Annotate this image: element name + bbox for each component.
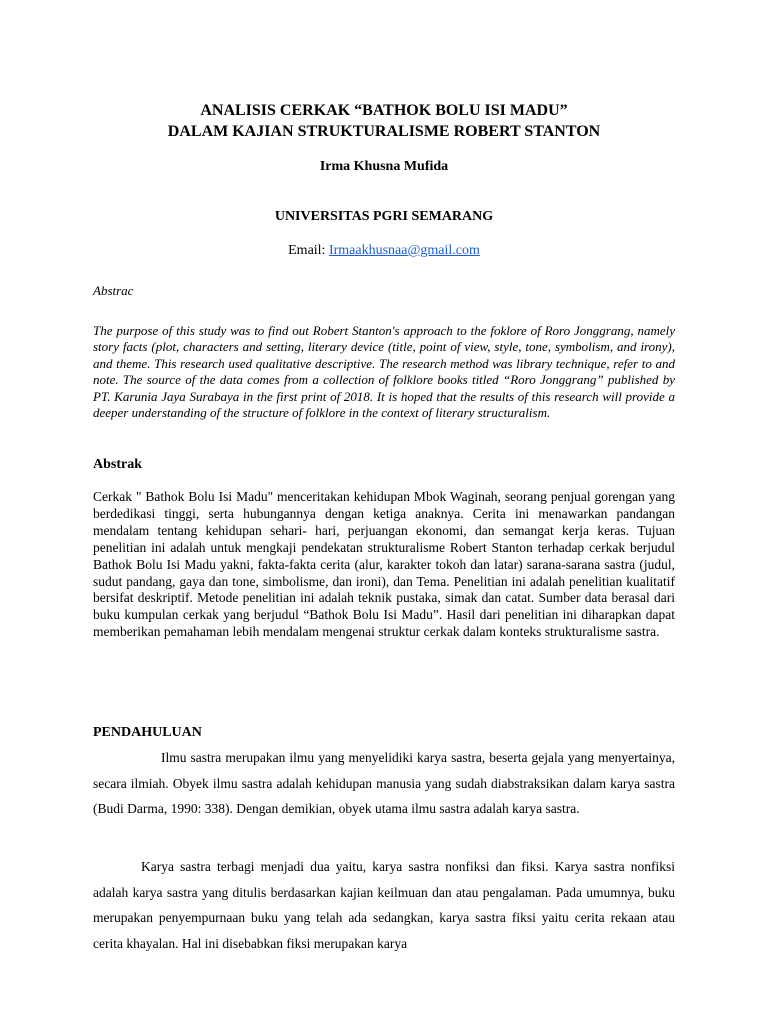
author-name: Irma Khusna Mufida	[319, 159, 449, 174]
intro-paragraph-2: Karya sastra terbagi menjadi dua yaitu, karya sastra nonfiksi dan fiksi. Karya sastra nonfiksi adalah karya sastra yang ditulis berdasarkan kajian keilmuan dan atau pengalaman. Pada umumnya, buku merupakan penyempurnaan buku yang telah ada sedangkan, karya sastra fiksi yaitu cerita rekaan atau cerita khayalan. Hal ini disebabkan fiksi merupakan karya	[93, 859, 675, 951]
affiliation: UNIVERSITAS PGRI SEMARANG	[274, 209, 494, 224]
section-heading-pendahuluan: PENDAHULUAN	[93, 725, 202, 740]
abstract-en-heading: Abstrac	[93, 283, 134, 298]
email-link[interactable]: Irmaakhusnaa@gmail.com	[328, 243, 480, 258]
abstract-id-heading: Abstrak	[93, 457, 143, 472]
title-line-2: DALAM KAJIAN STRUKTURALISME ROBERT STANTON	[167, 123, 601, 140]
abstract-en-text: The purpose of this study was to find out Robert Stanton's approach to the foklore of Roro Jonggrang, namely story facts (plot, characters and setting, literary device (title, point of view, style, tone, symbolism, and irony), and theme. This research used qualitative descriptive. The research method was library technique, refer to and note. The source of the data comes from a collection of folklore books titled “Roro Jonggrang” published by PT. Karunia Jaya Surabaya in the first print of 2018. It is hoped that the results of this research will provide a deeper understanding of the structure of folklore in the context of literary structuralism.	[93, 323, 675, 421]
intro-paragraph-1: Ilmu sastra merupakan ilmu yang menyelidiki karya sastra, beserta gejala yang menyertainya, secara ilmiah. Obyek ilmu sastra adalah kehidupan manusia yang sudah diabstraksikan dalam karya sastra (Budi Darma, 1990: 338). Dengan demikian, obyek utama ilmu sastra adalah karya sastra.	[93, 750, 675, 816]
email-label: Email:	[288, 243, 329, 258]
title-line-1: ANALISIS CERKAK “BATHOK BOLU ISI MADU”	[200, 102, 568, 119]
email-line	[93, 242, 675, 260]
paper-title	[93, 100, 675, 142]
abstract-id-text: Cerkak " Bathok Bolu Isi Madu" menceritakan kehidupan Mbok Waginah, seorang penjual gorengan yang berdedikasi tinggi, serta hubungannya dengan ketiga anaknya. Cerita ini menawarkan pandangan mendalam tentang kehidupan sehari- hari, perjuangan ekonomi, dan semangat kerja keras. Tujuan penelitian ini adalah untuk mengkaji pendekatan strukturalisme Robert Stanton terhadap cerkak berjudul Bathok Bolu Isi Madu yakni, fakta-fakta cerita (alur, karakter tokoh dan latar) sarana-sarana sastra (judul, sudut pandang, gaya dan tone, simbolisme, dan ironi), dan Tema. Penelitian ini adalah penelitian kualitatif bersifat deskriptif. Metode penelitian ini adalah teknik pustaka, simak dan catat. Sumber data berasal dari buku kumpulan cerkak yang berjudul “Bathok Bolu Isi Madu”. Hasil dari penelitian ini diharapkan dapat memberikan pemahaman lebih mendalam mengenai struktur cerkak dalam konteks strukturalisme sastra.	[93, 489, 675, 640]
